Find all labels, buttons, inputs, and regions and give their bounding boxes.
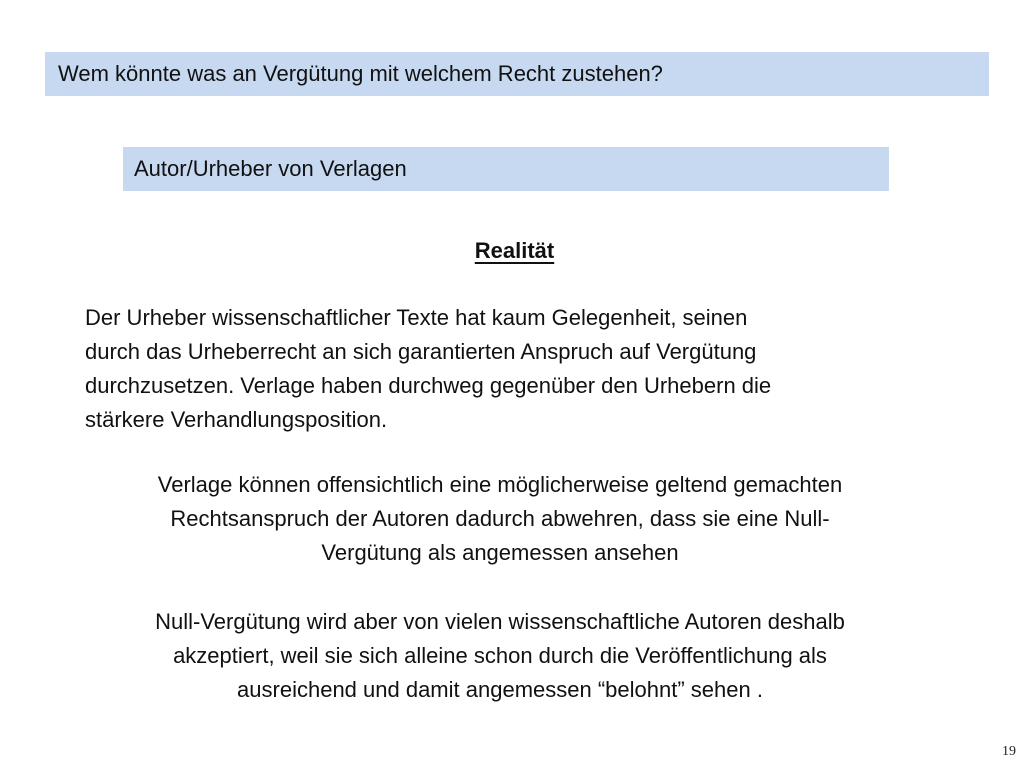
section-heading: Realität [474, 238, 555, 263]
paragraph-line: akzeptiert, weil sie sich alleine schon durch die Veröffentlichung als [173, 643, 827, 668]
subtitle-text: Autor/Urheber von Verlagen [134, 156, 407, 181]
paragraph-line: ausreichend und damit angemessen “belohnt” sehen . [237, 677, 763, 702]
paragraph-line: Verlage können offensichtlich eine möglicherweise geltend gemachten [157, 472, 843, 497]
paragraph-line: stärkere Verhandlungsposition. [85, 407, 388, 432]
paragraph-reality [85, 301, 905, 437]
question-text: Wem könnte was an Vergütung mit welchem Recht zustehen? [58, 61, 663, 86]
paragraph-line: Rechtsanspruch der Autoren dadurch abwehren, dass sie eine Null- [170, 506, 830, 531]
slide-number: 19 [1002, 744, 1016, 759]
paragraph-line: durch das Urheberrecht an sich garantierten Anspruch auf Vergütung [85, 339, 757, 364]
subtitle-banner [123, 147, 889, 191]
paragraph-line: Vergütung als angemessen ansehen [321, 540, 679, 565]
paragraph-publishers [60, 468, 940, 570]
paragraph-line: Null-Vergütung wird aber von vielen wissenschaftliche Autoren deshalb [155, 609, 845, 634]
paragraph-line: durchzusetzen. Verlage haben durchweg gegenüber den Urhebern die [85, 373, 772, 398]
paragraph-null-remuneration [60, 605, 940, 707]
paragraph-line: Der Urheber wissenschaftlicher Texte hat kaum Gelegenheit, seinen [85, 305, 748, 330]
question-banner [45, 52, 989, 96]
